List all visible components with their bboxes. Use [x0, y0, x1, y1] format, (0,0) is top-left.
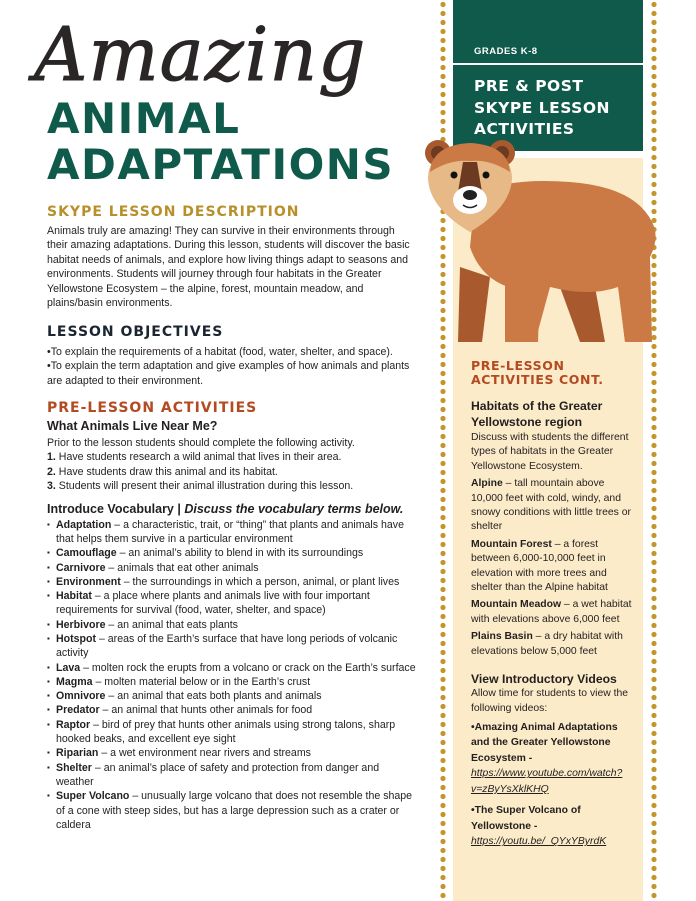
vocab-item [47, 689, 417, 703]
vocab-item [47, 661, 417, 675]
objective-item: •To explain the requirements of a habitat (food, water, shelter, and space). [47, 346, 393, 358]
vocab-term: Environment [56, 575, 121, 588]
vocab-term: Lava [56, 661, 81, 674]
habitat-definition: – a forest between 6,000-10,000 feet in elevation with more trees and shelter than the Alpine habitat [471, 538, 608, 594]
bear-back-leg [560, 287, 605, 342]
title-line-1: ANIMAL [47, 94, 241, 143]
videos-intro: Allow time for students to view the following videos: [471, 688, 629, 714]
activity-step: 1. Have students research a wild animal that lives in their area. [47, 451, 342, 464]
vocab-term: Camouflage [56, 547, 117, 560]
dotted-border-left [439, 0, 447, 901]
objectives-section [47, 324, 417, 388]
grades-label: GRADES K-8 [474, 46, 538, 57]
vocab-definition: – an animal that hunts other animals for food [99, 704, 313, 717]
vocab-item [47, 761, 417, 790]
vocab-item [47, 575, 417, 589]
bear-eye [483, 172, 490, 179]
vocab-definition: – an animal that eats both plants and animals [105, 690, 322, 703]
sidebar-content [471, 359, 636, 850]
dotted-border-right [650, 0, 658, 901]
vocab-term: Carnivore [56, 561, 106, 574]
vocab-term: Riparian [56, 747, 99, 760]
vocab-item [47, 546, 417, 560]
objectives-heading: LESSON OBJECTIVES [47, 324, 224, 340]
vocab-definition: – an animal’s place of safety and protection from danger and weather [56, 761, 380, 788]
habitat-definition: – tall mountain above 10,000 feet with cold, windy, and snowy conditions with little trees or shelter [471, 478, 631, 533]
vocab-definition: – a wet environment near rivers and streams [98, 747, 311, 760]
bear-front-leg [505, 267, 540, 342]
vocab-term: Hotspot [56, 633, 97, 645]
habitat-item [471, 630, 636, 659]
vocab-term: Adaptation [56, 518, 112, 531]
video-item: •The Super Volcano of Yellowstone - https://youtu.be/_QYxYByrdK [471, 805, 607, 848]
bear-front-leg [615, 257, 652, 342]
vocab-definition: – bird of prey that hunts other animals using strong talons, sharp hooked beaks, and excellent eye sight [56, 718, 396, 746]
habitat-definition: – a dry habitat with elevations below 5,000 feet [471, 631, 623, 657]
bear-nose [463, 190, 477, 200]
habitats-title: Habitats of the Greater Yellowstone region [471, 399, 603, 429]
video-item: •Amazing Animal Adaptations and the Greater Yellowstone Ecosystem - https://www.youtube.com/watch?v=zByYsXklKHQ [471, 721, 623, 795]
bear-eye [451, 172, 458, 179]
habitat-definition: – a wet habitat with elevations above 6,000 feet [471, 599, 632, 625]
vocab-term: Magma [56, 675, 93, 688]
vocab-title: Introduce Vocabulary | Discuss the vocabulary terms below. [47, 501, 404, 516]
vocab-term: Predator [56, 704, 100, 717]
activity-intro: Prior to the lesson students should complete the following activity. [47, 437, 355, 449]
vocab-item [47, 589, 417, 618]
vocab-item [47, 675, 417, 689]
vocab-definition: – a place where plants and animals live with four important requirements for survival (food, water, shelter, and space) [56, 590, 370, 617]
vocab-item [47, 561, 417, 575]
video-link[interactable]: https://youtu.be/_QYxYByrdK [471, 836, 607, 848]
activity-step: 2. Have students draw this animal and its habitat. [47, 465, 278, 478]
activity-steps [47, 450, 417, 493]
objective-item: •To explain the term adaptation and give examples of how animals and plants are adapted to their environment. [47, 360, 410, 387]
habitat-item [471, 477, 636, 535]
habitats-intro: Discuss with students the different types of habitats in the Greater Yellowstone Ecosystem. [471, 432, 629, 472]
description-heading: SKYPE LESSON DESCRIPTION [47, 204, 300, 220]
vocab-definition: – an animal’s ability to blend in with its surroundings [116, 547, 364, 560]
cont-heading: PRE-LESSON ACTIVITIES CONT. [471, 358, 604, 387]
vocab-definition: – molten material below or in the Earth’s crust [92, 675, 311, 688]
video-link[interactable]: https://www.youtube.com/watch?v=zByYsXklKHQ [471, 768, 623, 795]
habitat-term: Alpine [471, 478, 503, 490]
vocab-term: Herbivore [56, 618, 106, 631]
vocab-term: Shelter [56, 761, 92, 774]
vocab-item [47, 703, 417, 717]
vocab-instruction: Discuss the vocabulary terms below. [184, 501, 404, 516]
vocab-definition: – the surroundings in which a person, animal, or plant lives [120, 575, 400, 588]
vocab-item [47, 632, 417, 661]
pre-lesson-section [47, 400, 417, 832]
vocab-item [47, 789, 417, 832]
vocab-definition: – unusually large volcano that does not resemble the shape of a cone with steep sides, but has a large depression such as a crater or caldera [56, 790, 413, 831]
vocab-item [47, 746, 417, 760]
vocab-definition: – an animal that eats plants [105, 618, 238, 631]
bear-illustration [420, 137, 670, 349]
habitat-term: Plains Basin [471, 631, 533, 643]
habitat-term: Mountain Forest [471, 538, 552, 550]
sidebar-title: PRE & POST SKYPE LESSON ACTIVITIES [474, 77, 610, 138]
videos-title: View Introductory Videos [471, 672, 617, 687]
habitat-list [471, 477, 636, 659]
vocab-item [47, 518, 417, 547]
vocab-item [47, 618, 417, 632]
vocab-definition: – molten rock the erupts from a volcano or crack on the Earth’s surface [80, 661, 416, 674]
vocab-term: Super Volcano [56, 790, 130, 803]
pre-lesson-heading: PRE-LESSON ACTIVITIES [47, 400, 258, 416]
habitat-item [471, 598, 636, 627]
habitat-item [471, 538, 636, 596]
description-text: Animals truly are amazing! They can survive in their environments through their amazing adaptations. During this lesson, students will discover the basic habitat needs of animals, and explore how living things adapt to seasons and environments. Students will journey through four habitats in the Greater Yellowstone Ecosystem – the alpine, forest, mountain meadow, and plains/basin environments. [47, 225, 410, 310]
vocab-definition: – animals that eat other animals [105, 561, 259, 574]
vocab-definition: – areas of the Earth’s surface that have long periods of volcanic activity [56, 633, 398, 660]
vocab-list [47, 518, 417, 833]
title-script: Amazing [34, 12, 367, 98]
vocab-term: Habitat [56, 590, 92, 603]
activity-step: 3. Students will present their animal illustration during this lesson. [47, 480, 354, 493]
vocab-term: Omnivore [56, 690, 106, 703]
habitat-term: Mountain Meadow [471, 599, 562, 611]
vocab-definition: – a characteristic, trait, or “thing” that plants and animals have that helps them survive in a particular environment [56, 518, 404, 545]
bear-back-leg [458, 267, 490, 342]
description-section [47, 204, 417, 310]
title-line-2: ADAPTATIONS [47, 140, 395, 189]
activity-title: What Animals Live Near Me? [47, 419, 218, 433]
vocab-item [47, 718, 417, 747]
vocab-term: Raptor [56, 718, 91, 731]
